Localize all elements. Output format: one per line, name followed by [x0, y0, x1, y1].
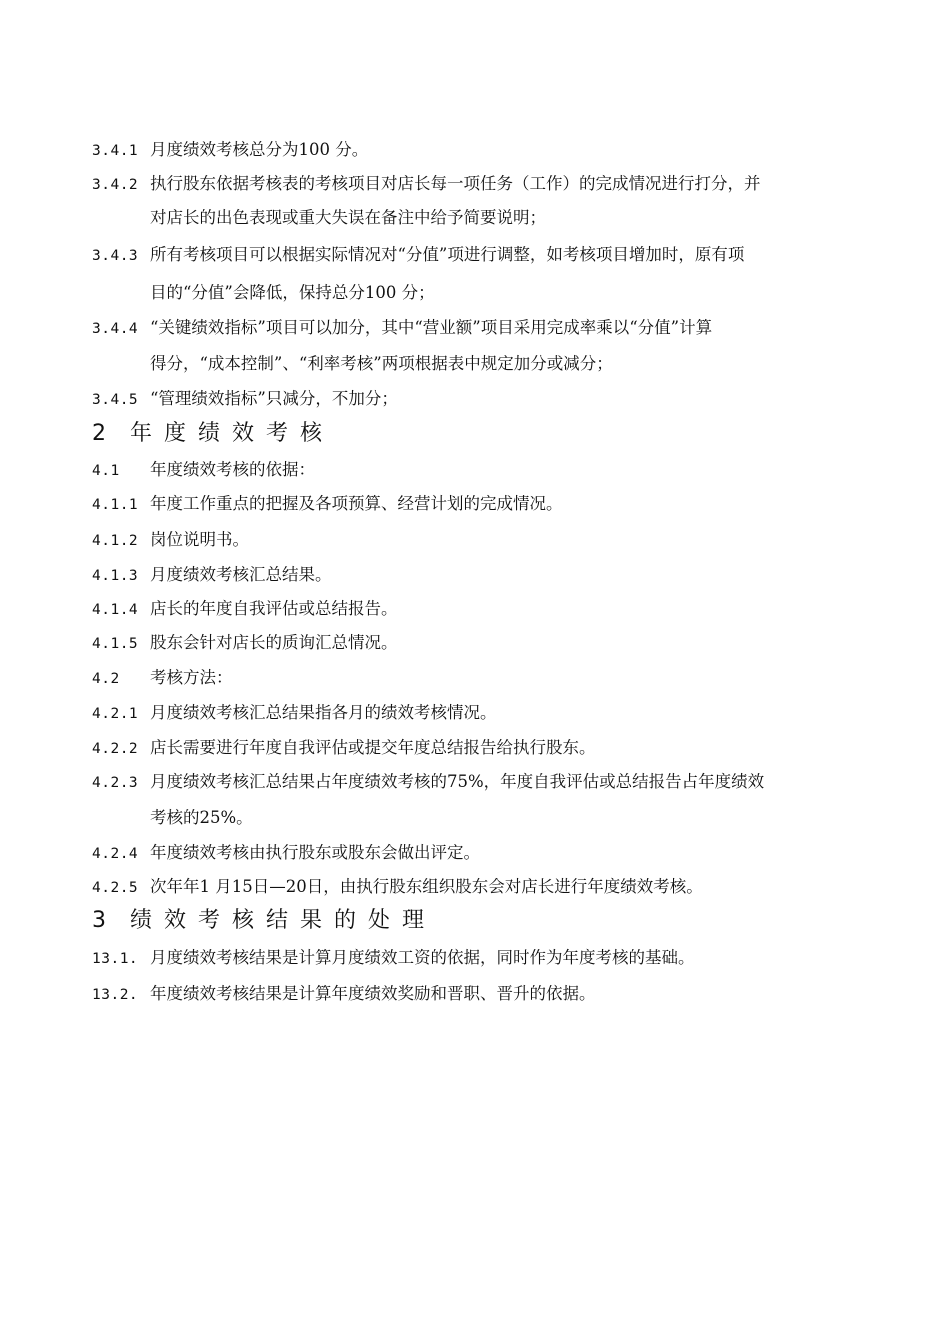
item-text: “关键绩效指标”项目可以加分，其中“营业额”项目采用完成率乘以“分值”计算	[150, 318, 713, 337]
item-number: 4.1	[92, 463, 120, 479]
item-number: 4.2.5	[92, 880, 139, 896]
item-text: 月度绩效考核汇总结果占年度绩效考核的75%，年度自我评估或总结报告占年度绩效	[150, 772, 765, 791]
item-text: 月度绩效考核总分为100 分。	[150, 140, 369, 159]
item-number: 13.1.	[92, 951, 139, 967]
item-continuation: 目的“分值”会降低，保持总分100 分；	[150, 283, 435, 302]
item-4-1-3	[92, 565, 862, 586]
item-3-4-5	[92, 389, 862, 410]
section-number: 3	[92, 908, 106, 933]
item-13-1	[92, 948, 862, 969]
item-text: 年度绩效考核由执行股东或股东会做出评定。	[150, 843, 480, 862]
item-number: 4.2.4	[92, 846, 139, 862]
item-text: 年度工作重点的把握及各项预算、经营计划的完成情况。	[150, 494, 563, 513]
item-number: 3.4.2	[92, 177, 139, 193]
item-number: 4.2.1	[92, 706, 139, 722]
item-text: 执行股东依据考核表的考核项目对店长每一项任务（工作）的完成情况进行打分，并	[150, 174, 761, 193]
item-text: 月度绩效考核汇总结果指各月的绩效考核情况。	[150, 703, 497, 722]
item-text: 店长的年度自我评估或总结报告。	[150, 599, 398, 618]
item-number: 13.2.	[92, 987, 139, 1003]
item-4-1-5	[92, 633, 862, 654]
item-text: 所有考核项目可以根据实际情况对“分值”项进行调整，如考核项目增加时，原有项	[150, 245, 745, 264]
item-continuation: 对店长的出色表现或重大失误在备注中给予简要说明；	[150, 208, 546, 227]
item-4-2-2	[92, 738, 862, 759]
item-text: 年度绩效考核的依据：	[150, 460, 315, 479]
item-text: 岗位说明书。	[150, 530, 249, 549]
item-text: 考核方法：	[150, 668, 233, 687]
item-3-4-3	[92, 245, 862, 266]
item-number: 3.4.1	[92, 143, 139, 159]
section-heading	[92, 908, 436, 934]
item-text: 月度绩效考核汇总结果。	[150, 565, 332, 584]
item-13-2	[92, 984, 862, 1005]
item-4-2-1	[92, 703, 862, 724]
item-text: “管理绩效指标”只减分，不加分；	[150, 389, 398, 408]
item-number: 3.4.3	[92, 248, 139, 264]
item-3-4-1	[92, 140, 862, 161]
item-4-2-5	[92, 877, 862, 898]
item-4-1-4	[92, 599, 862, 620]
item-number: 4.2.3	[92, 775, 139, 791]
item-text: 年度绩效考核结果是计算年度绩效奖励和晋职、晋升的依据。	[150, 984, 596, 1003]
item-number: 4.1.3	[92, 568, 139, 584]
item-4-1-2	[92, 530, 862, 551]
item-text: 店长需要进行年度自我评估或提交年度总结报告给执行股东。	[150, 738, 596, 757]
section-title: 年度绩效考核	[130, 421, 335, 446]
section-heading	[92, 421, 334, 447]
item-number: 4.1.5	[92, 636, 139, 652]
item-number: 3.4.4	[92, 321, 139, 337]
item-continuation: 得分，“成本控制”、“利率考核”两项根据表中规定加分或减分；	[150, 354, 613, 373]
section-title: 绩效考核结果的处理	[130, 908, 437, 933]
item-number: 4.2	[92, 671, 120, 687]
item-3-4-4	[92, 318, 862, 339]
item-4-2	[92, 668, 862, 689]
item-4-1	[92, 460, 862, 481]
item-number: 4.1.4	[92, 602, 139, 618]
item-4-1-1	[92, 494, 862, 515]
item-3-4-2	[92, 174, 862, 195]
item-4-2-4	[92, 843, 862, 864]
item-continuation: 考核的25%。	[150, 808, 253, 827]
item-text: 月度绩效考核结果是计算月度绩效工资的依据，同时作为年度考核的基础。	[150, 948, 695, 967]
item-number: 4.1.1	[92, 497, 139, 513]
item-number: 4.1.2	[92, 533, 139, 549]
item-text: 股东会针对店长的质询汇总情况。	[150, 633, 398, 652]
item-text: 次年年1 月15日—20日，由执行股东组织股东会对店长进行年度绩效考核。	[150, 877, 703, 896]
section-number: 2	[92, 421, 106, 446]
item-number: 3.4.5	[92, 392, 139, 408]
item-4-2-3	[92, 772, 862, 793]
item-number: 4.2.2	[92, 741, 139, 757]
